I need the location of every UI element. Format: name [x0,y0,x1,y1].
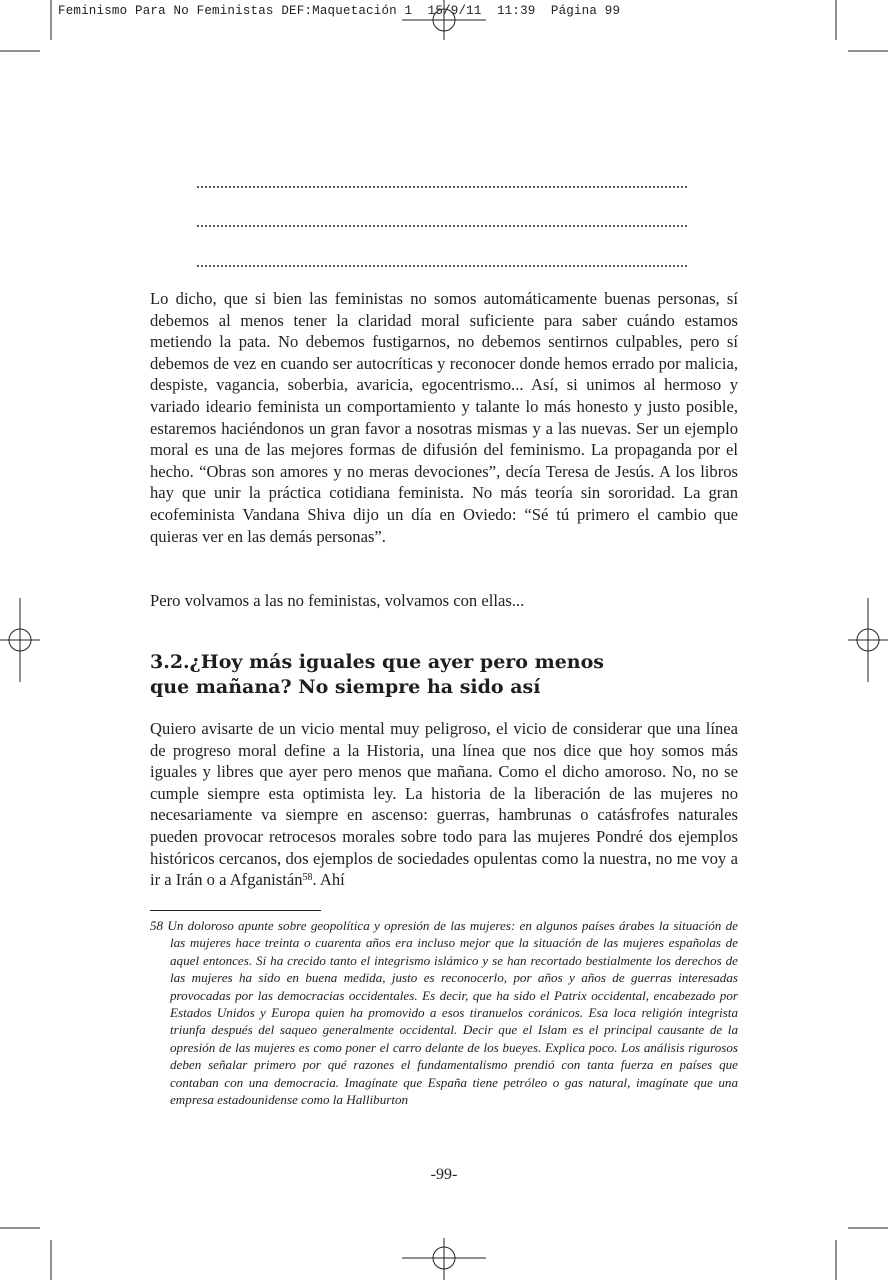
paragraph-3-tail: . Ahí [312,870,345,890]
footnote [150,917,738,1108]
dotted-fill-line-1 [197,184,687,188]
section-heading [150,650,738,700]
dotted-fill-line-2 [197,223,687,227]
print-slug-line: Feminismo Para No Feministas DEF:Maquetación 1 15/9/11 11:39 Página 99 [58,4,621,18]
section-heading-line-2: que mañana? No siempre ha sido así [150,676,541,698]
paragraph-3 [150,718,738,891]
footnote-text: Un doloroso apunte sobre geopolítica y opresión de las mujeres: en algunos países árabes la situación de las mujeres hace treinta o cuarenta años era incluso mejor que la situación de las mujeres españolas de aquel entonces. Si ha crecido tanto el integrismo islámico y se han recortado bestialmente los derechos de las mujeres ha sido en buena medida, justo es reconocerlo, por años y años de guerras interesadas provocadas por las democracias occidentales. Es decir, que ha sido el Patrix occidental, encabezado por Estados Unidos y Europa quien ha promovido a esos tiranuelos coránicos. Esa loca religión integrista triunfa después del saqueo generalmente occidental. Decir que el Islam es el principal causante de la opresión de las mujeres es como poner el carro delante de los bueyes. Explica poco. Los análisis rigurosos deben señalar primero por qué razones el fundamentalismo prendió con tanta fuerza en países que contaban con una democracia. Imagínate que España tiene petróleo o gas natural, imagínate que una empresa estadounidense como la Halliburton [167,918,738,1108]
page-number: -99- [430,1166,458,1183]
footnote-separator [150,910,321,911]
footnote-reference: 58 [302,872,313,884]
paragraph-2: Pero volvamos a las no feministas, volvamos con ellas... [150,591,525,610]
paragraph-1: Lo dicho, que si bien las feministas no somos automáticamente buenas personas, sí debemos al menos tener la claridad moral suficiente para saber cuándo estamos metiendo la pata. No debemos fustigarnos, no debemos sentirnos culpables, pero sí debemos de vez en cuando ser autocríticas y reconocer donde hemos errado por malicia, despiste, vagancia, soberbia, avaricia, egocentrismo... Así, si unimos al hermoso y variado ideario feminista un comportamiento y talante lo más honesto y justo posible, estaremos haciéndonos un gran favor a nosotras mismas y a las nuevas. Ser un ejemplo moral es una de las mejores formas de difusión del feminismo. La propaganda por el hecho. “Obras son amores y no meras devociones”, decía Teresa de Jesús. A los libros hay que unir la práctica cotidiana feminista. No más teoría sin sororidad. La gran ecofeminista Vandana Shiva dijo un día en Oviedo: “Sé tú primero el cambio que quieras ver en las demás personas”. [150,289,738,546]
section-heading-line-1: 3.2.¿Hoy más iguales que ayer pero menos [150,651,604,673]
footnote-number: 58 [150,918,164,933]
dotted-fill-line-3 [197,263,687,267]
paragraph-3-text: Quiero avisarte de un vicio mental muy peligroso, el vicio de considerar que una línea de progreso moral define a la Historia, una línea que nos dice que hoy somos más iguales y libres que ayer pero menos que mañana. Como el dicho amoroso. No, no se cumple siempre esta optimista ley. La historia de la liberación de las mujeres no necesariamente va siempre en ascenso: guerras, hambrunas o catásfrofes naturales pueden provocar retrocesos morales sobre todo para las mujeres Pondré dos ejemplos históricos cercanos, dos ejemplos de sociedades opulentas como la nuestra, no me voy a ir a Irán o a Afganistán [150,719,738,890]
